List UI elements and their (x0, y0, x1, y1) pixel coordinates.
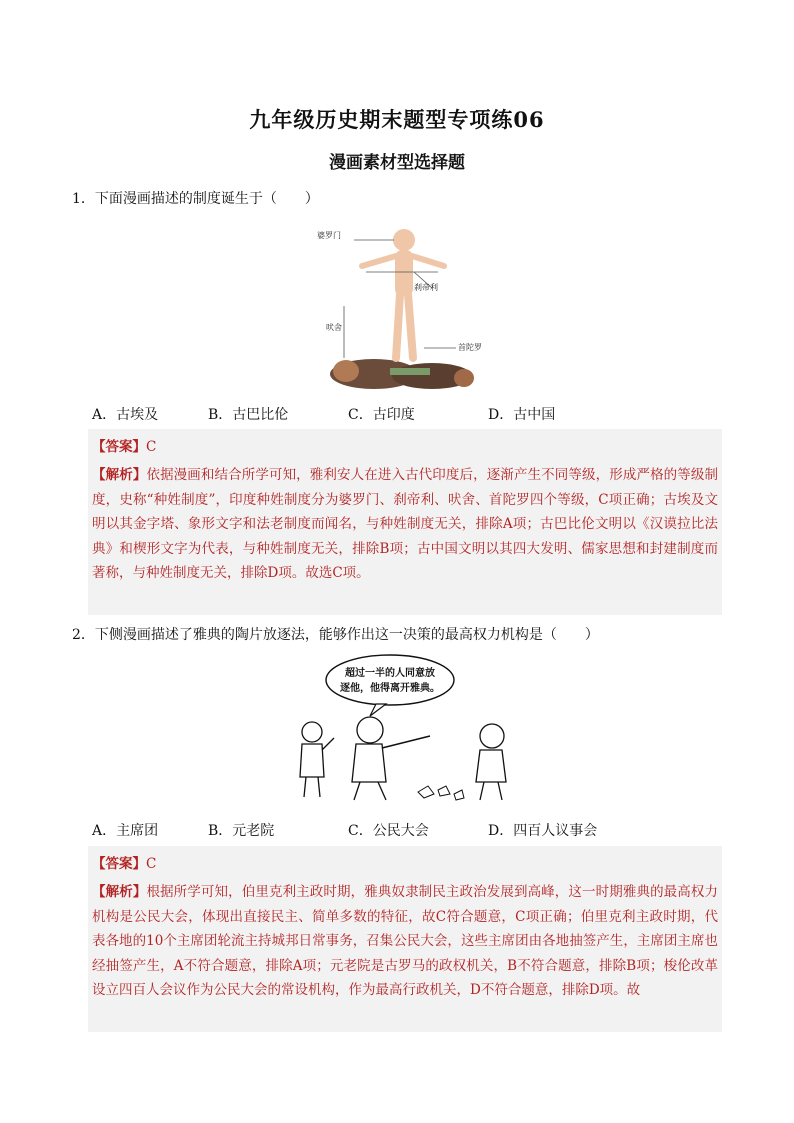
answer-line-2 (92, 852, 156, 872)
caste-system-cartoon (314, 216, 492, 394)
bubble-line-2: 逐他，他得离开雅典。 (340, 683, 440, 694)
question-1-options (92, 404, 712, 424)
analysis-2 (92, 880, 718, 1003)
option-b: B．元老院 (208, 823, 275, 839)
analysis-1 (92, 463, 718, 586)
bubble-line-1: 超过一半的人同意放 (345, 668, 435, 679)
option-a: A．主席团 (92, 823, 159, 839)
page-title: 九年级历史期末题型专项练06 (249, 107, 545, 132)
option-c: C．古印度 (348, 407, 415, 423)
answer-line-1 (92, 435, 156, 455)
option-b: B．古巴比伦 (208, 407, 289, 423)
option-c: C．公民大会 (348, 823, 429, 839)
answer-box-1 (88, 429, 722, 615)
analysis-text: 根据所学可知，伯里克利主政时期，雅典奴隶制民主政治发展到高峰，这一时期雅典的最高权力机构是公民大会，体现出直接民主、简单多数的特征，故C符合题意，C项正确；伯里克利主政时期，代表各地的10个主席团轮流主持城邦日常事务，召集公民大会，这些主席团由各地抽签产生，主席团主席也经抽签产生，A不符合题意，排除A项；元老院是古罗马的政权机关，B不符合题意，排除B项；梭伦改革设立四百人会议作为公民大会的常设机构，作为最高行政机关，D不符合题意，排除D项。故 (92, 884, 719, 998)
answer-label: 【答案】 (92, 856, 146, 872)
analysis-label: 【解析】 (92, 884, 147, 900)
label-shudra: 首陀罗 (458, 343, 482, 352)
question-2-stem: 2．下侧漫画描述了雅典的陶片放逐法，能够作出这一决策的最高权力机构是（ ） (72, 627, 599, 643)
question-2-options (92, 820, 712, 840)
label-brahmin: 婆罗门 (317, 231, 341, 240)
ostracism-cartoon (290, 652, 520, 804)
answer-value: C (146, 439, 157, 455)
answer-box-2 (88, 846, 722, 1032)
option-a: A．古埃及 (92, 407, 159, 423)
analysis-text: 依据漫画和结合所学可知，雅利安人在进入古代印度后，逐渐产生不同等级，形成严格的等级制度，史称“种姓制度”，印度种姓制度分为婆罗门、刹帝利、吠舍、首陀罗四个等级，C项正确；古埃及文明以其金字塔、象形文字和法老制度而闻名，与种姓制度无关，排除A项；古巴比伦文明以《汉谟拉比法典》和楔形文字为代表，与种姓制度无关，排除B项；古中国文明以其四大发明、儒家思想和封建制度而著称，与种姓制度无关，排除D项。故选C项。 (92, 467, 719, 581)
answer-value: C (146, 856, 157, 872)
label-vaishya: 吠舍 (326, 323, 342, 332)
analysis-label: 【解析】 (92, 467, 147, 483)
label-kshatriya: 刹帝利 (414, 283, 438, 292)
answer-label: 【答案】 (92, 439, 146, 455)
question-1-stem: 1．下面漫画描述的制度诞生于（ ） (72, 191, 319, 207)
option-d: D．四百人议事会 (488, 823, 598, 839)
page-subtitle: 漫画素材型选择题 (329, 153, 465, 173)
option-d: D．古中国 (488, 407, 556, 423)
